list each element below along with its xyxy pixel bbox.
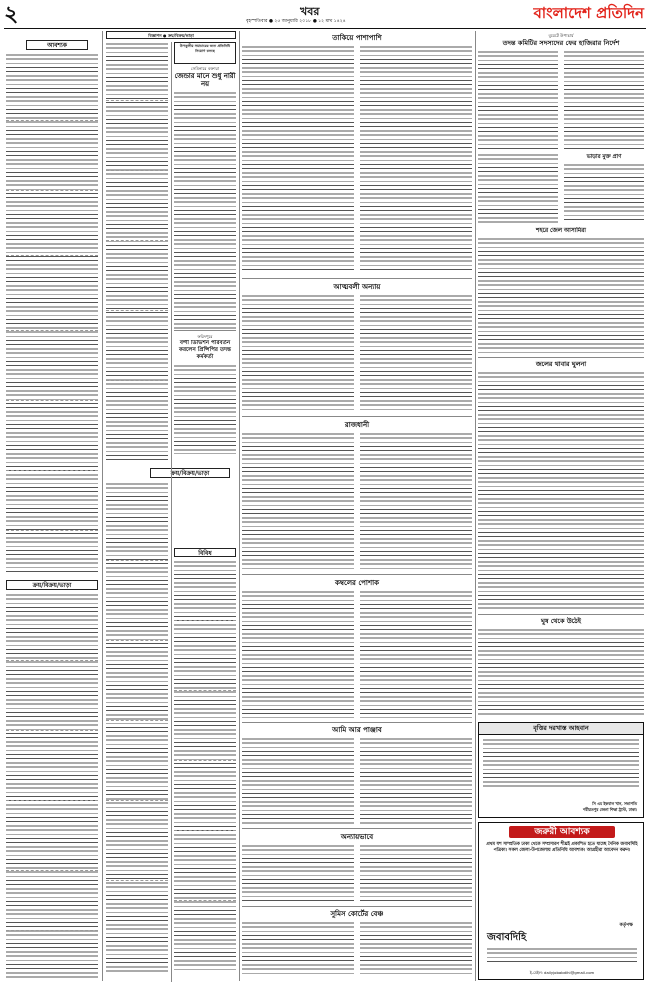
article-body — [174, 364, 236, 454]
article-body-col1 — [242, 45, 354, 273]
urgent-email: ই-মেইল: dailyjobabdihi@gmail.com — [529, 970, 595, 975]
article-r1 — [478, 33, 644, 353]
article-headline: কম্বলের পোশাক — [334, 579, 380, 587]
article-body-col2 — [360, 294, 472, 412]
article-body-col2 — [564, 50, 644, 150]
classified-ads-col2-a — [106, 42, 168, 462]
article-headline: আমি আর পাঞ্জাব — [332, 726, 382, 734]
ad-divider — [174, 900, 236, 901]
article-body-col1 — [242, 590, 354, 718]
article-body-col5 — [478, 237, 644, 353]
ad-divider — [174, 830, 236, 831]
section-rule — [242, 906, 472, 907]
article-headline: সুমিস কোর্টের বেঞ্চ — [330, 910, 384, 918]
article-a6 — [242, 420, 472, 570]
article-a5 — [242, 282, 472, 412]
ad-divider — [174, 760, 236, 761]
section-rule — [478, 357, 644, 358]
highlight-ad-box — [174, 42, 236, 64]
article-headline: তদন্ত কমিটির সদস্যদের ফের হাজিরার নির্দেশ — [502, 39, 620, 47]
article-body-col2 — [360, 921, 472, 977]
article-a11 — [242, 909, 472, 979]
article-headline: তাকিয়ে পাশাপাশি — [332, 34, 382, 42]
ad-divider — [6, 870, 98, 871]
ad-divider — [106, 560, 168, 561]
article-headline: জেন্ডার মানে শুধু নারী নয় — [174, 72, 236, 88]
article-body-col2 — [360, 590, 472, 718]
ad-divider — [6, 930, 98, 931]
section-rule — [242, 722, 472, 723]
article-a8 — [242, 725, 472, 825]
ad-divider — [6, 190, 98, 191]
article-body-col1 — [242, 432, 354, 570]
article-body-col1 — [242, 294, 354, 412]
ad-divider — [6, 255, 98, 256]
notice-signature: সি এম ইকবাল খান, সভাপতি — [592, 801, 637, 806]
article-r4 — [478, 360, 644, 610]
section-rule — [242, 828, 472, 829]
ad-divider — [106, 640, 168, 641]
article-headline: ঘুষ থেকে উঠেই — [541, 617, 581, 625]
article-a3 — [174, 334, 236, 464]
column-rule — [102, 31, 103, 981]
ad-divider — [6, 660, 98, 661]
article-body — [478, 628, 644, 717]
col3-section-head: বিবিধ — [174, 548, 236, 557]
article-a7 — [242, 578, 472, 718]
urgent-ad — [478, 822, 644, 980]
classified-strip — [106, 31, 236, 39]
article-body-col1 — [478, 50, 558, 150]
article-headline: জলের থাবার ঘুলনা — [535, 360, 587, 368]
notice-org: শরীয়তপুর জেলা শিক্ষা ট্রাস্ট, ঢাকা। — [583, 807, 637, 812]
article-body-col3 — [478, 153, 558, 223]
ad-divider — [106, 880, 168, 881]
scholarship-notice — [478, 722, 644, 818]
article-kicker: সেমিনারে বক্তারা — [190, 66, 220, 71]
classified-ads-col2-b — [106, 482, 168, 972]
col1-section-head-2: ক্রয়/বিক্রয়/ভাড়া — [6, 580, 98, 590]
urgent-address — [487, 947, 637, 965]
ad-divider — [106, 240, 168, 241]
section-rule — [242, 416, 472, 417]
ad-divider — [6, 330, 98, 331]
ad-divider — [106, 800, 168, 801]
col2-section-head: ক্রয়/বিক্রয়/ভাড়া — [150, 468, 230, 478]
article-body-col2 — [360, 844, 472, 902]
article-body-col1 — [242, 844, 354, 902]
ad-divider — [106, 380, 168, 381]
urgent-body: প্রথম যশ সাম্প্রতিক ঢাকা থেকে সম্প্রসারণ শীঘ্রই প্রকাশিত হতে যাচ্ছে দৈনিক জবাবদিহি পত্রিকা। সকল জেলা-উপজেলায় প্রতিনিধি আবশ্যক। আগ্রহীরা আবেদন করুন। — [486, 842, 638, 854]
newspaper-logo: বাংলাদেশ প্রতিদিন — [533, 4, 644, 22]
ad-divider — [106, 310, 168, 311]
ad-divider — [6, 400, 98, 401]
section-rule — [478, 614, 644, 615]
urgent-brand: জবাবদিহি — [487, 932, 527, 943]
column-rule — [239, 31, 240, 981]
ad-divider — [6, 730, 98, 731]
ad-divider — [106, 100, 168, 101]
urgent-footer-label: কর্তৃপক্ষ — [619, 923, 633, 928]
article-body-col4 — [564, 163, 644, 223]
article-kicker: বুয়েটে উপাচার্য — [548, 33, 574, 38]
article-subhead: শহরে জেল আসামিরা — [536, 228, 586, 234]
page-number: ২ — [4, 1, 19, 27]
article-body-col2 — [360, 45, 472, 273]
classified-ads-col1-b — [6, 593, 98, 978]
ad-divider — [6, 120, 98, 121]
section-rule — [174, 330, 236, 331]
article-headline: রাজধানী — [344, 421, 370, 429]
article-body — [478, 371, 644, 610]
article-body-col2 — [360, 737, 472, 825]
article-a2 — [242, 33, 472, 273]
ad-divider — [6, 800, 98, 801]
ad-divider — [6, 470, 98, 471]
article-body — [174, 91, 236, 331]
classified-ads-col3 — [174, 560, 236, 972]
article-a1 — [174, 66, 236, 326]
classified-strip-label: বিজ্ঞাপন ● ক্রয়/বিক্রয়/ভাড়া — [148, 33, 194, 38]
masthead-rule — [4, 28, 646, 29]
col1-section-head: আবশ্যক — [26, 40, 88, 50]
article-body-col1 — [242, 737, 354, 825]
column-rule — [475, 31, 476, 981]
section-rule — [242, 278, 472, 279]
article-body-col2 — [360, 432, 472, 570]
ad-divider — [106, 720, 168, 721]
column-rule — [171, 42, 172, 982]
notice-title: বৃত্তির দরখাস্ত আহবান — [479, 723, 643, 735]
highlight-ad-text: উপকূলীয় সমাচারের জন্য প্রতিনিধি নিয়োগ চলছে — [179, 44, 231, 53]
article-subhead: ভাড়ার মুক্ত প্রাণ — [586, 154, 622, 160]
ad-divider — [174, 620, 236, 621]
article-kicker: ফরিদপুরে — [197, 334, 213, 339]
article-headline: অন্যায়ভাবে — [340, 833, 374, 841]
notice-body — [483, 738, 639, 790]
article-a10 — [242, 832, 472, 902]
dateline: বৃহস্পতিবার ● ২৫ জানুয়ারি ২০১৮ ● ১২ মাঘ ১৪২৪ — [246, 19, 346, 24]
article-headline: আত্মবলী অন্যায় — [333, 283, 381, 291]
ad-divider — [106, 170, 168, 171]
ad-divider — [174, 690, 236, 691]
urgent-title: জরুরী আবশ্যক — [509, 826, 615, 838]
article-headline: বন্দী ডিভিশন পরিবর্তন করলেন প্রিন্সিপির তদন্ত কর্মকর্তা — [179, 340, 231, 360]
article-r5 — [478, 617, 644, 717]
section-rule — [242, 574, 472, 575]
ad-divider — [6, 530, 98, 531]
section-title: খবর — [300, 5, 320, 18]
classified-ads-col1-a — [6, 53, 98, 573]
article-body-col1 — [242, 921, 354, 977]
masthead — [0, 0, 650, 30]
